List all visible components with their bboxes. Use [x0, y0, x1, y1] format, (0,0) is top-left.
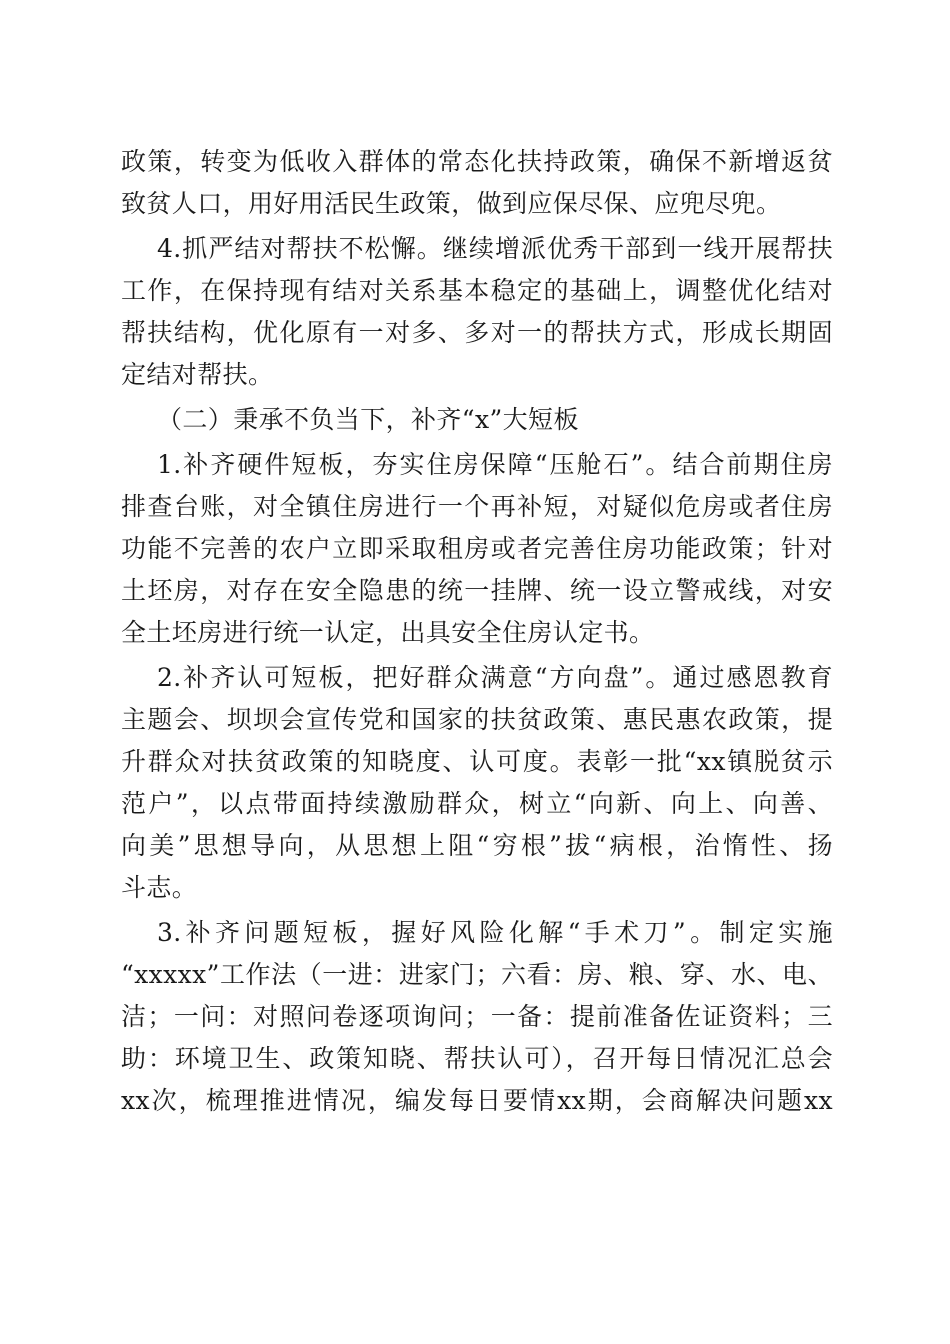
text-line: 向美”思想导向，从思想上阻“穷根”拔“病根，治惰性、扬	[121, 831, 833, 860]
text-line: 土坯房，对存在安全隐患的统一挂牌、统一设立警戒线，对安	[121, 576, 833, 605]
item-4-line: 4.抓严结对帮扶不松懈。继续增派优秀干部到一线开展帮扶	[157, 234, 833, 263]
text-line: 工作，在保持现有结对关系基本稳定的基础上，调整优化结对	[121, 276, 833, 305]
item-3-line: 3.补齐问题短板，握好风险化解“手术刀”。制定实施	[157, 918, 833, 947]
text-line: “xxxxx”工作法（一进：进家门；六看：房、粮、穿、水、电、	[121, 960, 833, 989]
text-line: 斗志。	[121, 873, 198, 902]
section-heading: （二）秉承不负当下，补齐“x”大短板	[157, 405, 579, 434]
text-line: 排查台账，对全镇住房进行一个再补短，对疑似危房或者住房	[121, 492, 833, 521]
item-2-line: 2.补齐认可短板，把好群众满意“方向盘”。通过感恩教育	[157, 663, 833, 692]
text-line: 助：环境卫生、政策知晓、帮扶认可），召开每日情况汇总会	[121, 1044, 833, 1073]
text-line: 功能不完善的农户立即采取租房或者完善住房功能政策；针对	[121, 534, 833, 563]
text-line: 升群众对扶贫政策的知晓度、认可度。表彰一批“xx镇脱贫示	[121, 747, 833, 776]
text-line: 全土坯房进行统一认定，出具安全住房认定书。	[121, 618, 655, 647]
text-line: 范户”，以点带面持续激励群众，树立“向新、向上、向善、	[121, 789, 833, 818]
item-1-line: 1.补齐硬件短板，夯实住房保障“压舱石”。结合前期住房	[157, 450, 833, 479]
text-line: 帮扶结构，优化原有一对多、多对一的帮扶方式，形成长期固	[121, 318, 833, 347]
text-line: 主题会、坝坝会宣传党和国家的扶贫政策、惠民惠农政策，提	[121, 705, 833, 734]
text-line: 致贫人口，用好用活民生政策，做到应保尽保、应兜尽兜。	[121, 189, 782, 218]
text-line: 定结对帮扶。	[121, 360, 274, 389]
document-body	[121, 141, 833, 1122]
text-line: 洁；一问：对照问卷逐项询问；一备：提前准备佐证资料；三	[121, 1002, 833, 1031]
text-line: 政策，转变为低收入群体的常态化扶持政策，确保不新增返贫	[121, 147, 833, 176]
text-line: xx次，梳理推进情况，编发每日要情xx期，会商解决问题xx	[121, 1086, 833, 1115]
